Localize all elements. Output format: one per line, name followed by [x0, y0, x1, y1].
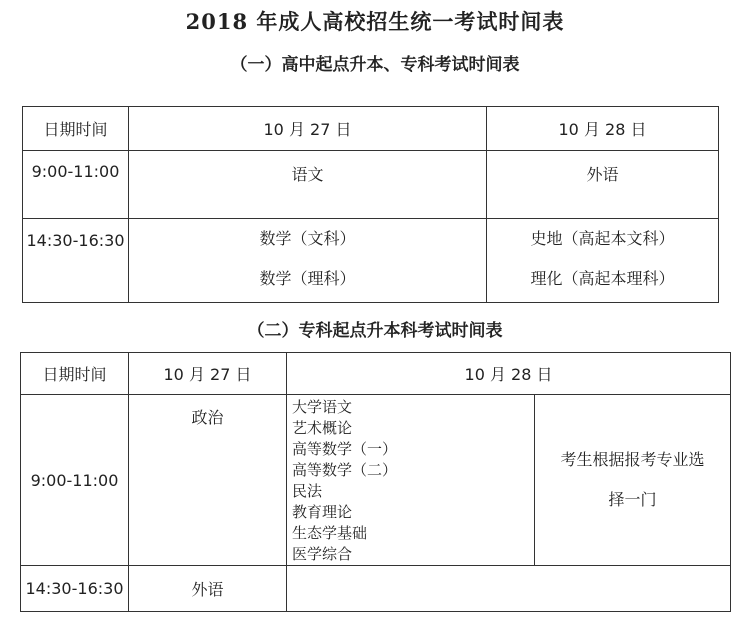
- table-row: [23, 151, 719, 219]
- document-title: 2018 年成人高校招生统一考试时间表: [185, 9, 565, 34]
- subject-cell: 外语: [487, 151, 719, 219]
- header-oct27: 10 月 27 日: [129, 353, 287, 395]
- subject-cell: [129, 219, 487, 303]
- header-date-time: 日期时间: [21, 353, 129, 395]
- list-item: 医学综合: [292, 545, 353, 563]
- section2-heading: （二）专科起点升本科考试时间表: [247, 321, 503, 341]
- time-cell: 9:00-11:00: [23, 151, 129, 219]
- table-header-row: [23, 107, 719, 151]
- note-line: 择一门: [608, 490, 657, 509]
- section1-heading: （一）高中起点升本、专科考试时间表: [230, 55, 520, 75]
- list-item: 教育理论: [292, 503, 353, 521]
- subject-line: 数学（理科）: [259, 269, 356, 288]
- list-item: 生态学基础: [292, 524, 368, 542]
- header-oct28: 10 月 28 日: [287, 353, 731, 395]
- subject-cell: [487, 219, 719, 303]
- empty-cell: [287, 566, 731, 612]
- time-cell: 9:00-11:00: [21, 395, 129, 566]
- list-item: 高等数学（一）: [292, 440, 398, 458]
- note-cell: [535, 395, 731, 566]
- subject-line: 数学（文科）: [259, 229, 356, 248]
- subject-cell: 外语: [129, 566, 287, 612]
- time-cell: 14:30-16:30: [23, 219, 129, 303]
- table-header-row: [21, 353, 731, 395]
- subject-line: 理化（高起本理科）: [530, 269, 675, 288]
- subject-line: 史地（高起本文科）: [530, 229, 675, 248]
- note-line: 考生根据报考专业选: [560, 450, 705, 469]
- subject-cell: 政治: [129, 395, 287, 566]
- elective-subjects-list: [287, 395, 535, 566]
- subject-cell: 语文: [129, 151, 487, 219]
- header-oct28: 10 月 28 日: [487, 107, 719, 151]
- header-oct27: 10 月 27 日: [129, 107, 487, 151]
- table-row: [21, 395, 731, 566]
- list-item: 艺术概论: [292, 419, 353, 437]
- list-item: 民法: [292, 482, 323, 500]
- table-row: [23, 219, 719, 303]
- table-row: [21, 566, 731, 612]
- header-date-time: 日期时间: [23, 107, 129, 151]
- list-item: 大学语文: [292, 398, 353, 416]
- list-item: 高等数学（二）: [292, 461, 398, 479]
- time-cell: 14:30-16:30: [21, 566, 129, 612]
- schedule-table-1: [22, 106, 719, 303]
- schedule-table-2: [20, 352, 731, 612]
